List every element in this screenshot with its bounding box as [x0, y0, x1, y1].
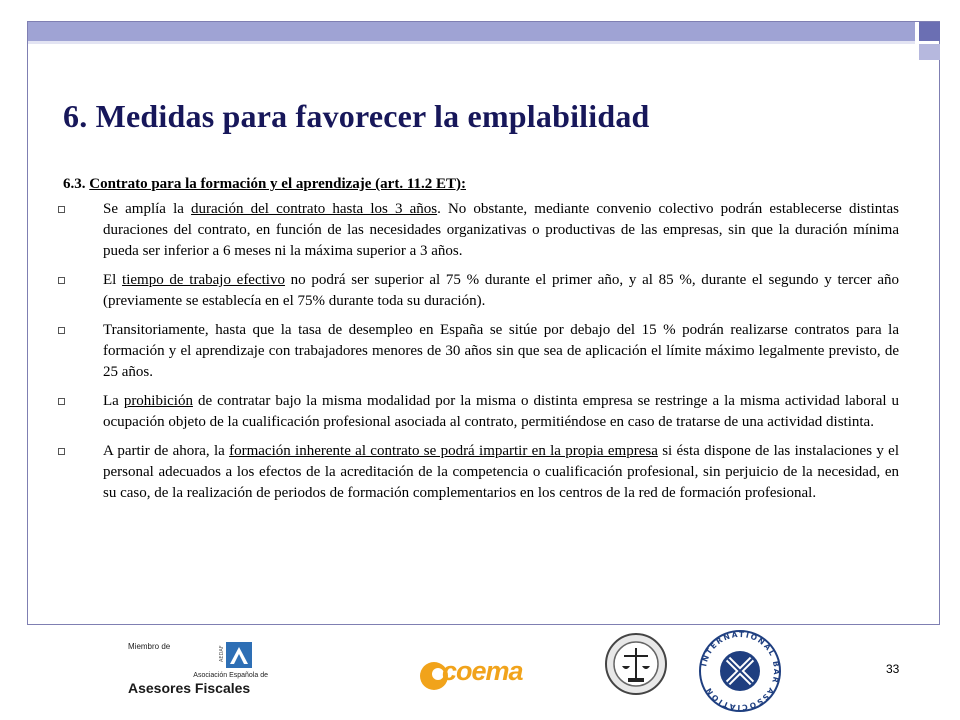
bar-seal-icon — [604, 632, 668, 696]
square-bullet-icon — [58, 277, 65, 284]
coema-logo — [418, 654, 526, 694]
bullet-item: Se amplía la duración del contrato hasta los 3 años. No obstante, mediante convenio colectivo podrán establecerse distintas duraciones del contrato, en función de las necesidades organizativas o productivas de las empresas, sin que la duración mínima pueda ser inferior a 6 meses ni la máxima superior a 3 años. — [56, 199, 899, 262]
bullet-item: La prohibición de contratar bajo la misma modalidad por la misma o distinta empresa se restringe a la misma actividad laboral u ocupación objeto de la cualificación profesional asociada al contrato, permitiéndose en caso de tratarse de una actividad distinta. — [56, 391, 899, 433]
aeaf-logo — [128, 640, 268, 696]
page-number: 33 — [886, 662, 900, 676]
aeaf-mark-icon — [220, 642, 252, 672]
corner-square-light — [919, 44, 940, 60]
member-label: Miembro de — [128, 642, 171, 651]
underlined-phrase: duración del contrato hasta los 3 años — [191, 201, 438, 217]
section-number: 6.3. — [63, 176, 90, 192]
coema-wordmark: coema — [442, 656, 523, 686]
bullet-item: A partir de ahora, la formación inherente al contrato se podrá impartir en la propia empresa si ésta dispone de las instalaciones y el personal adecuados a los efectos de la acreditación de la competencia o cualificación profesional, sin perjuicio de la necesidad, en su caso, de la realización de periodos de formación complementarios en los centros de la red de formación profesional. — [56, 441, 899, 504]
square-bullet-icon — [58, 327, 65, 334]
iba-ring-text: INTERNATIONAL BAR ASSOCIATION — [699, 629, 782, 713]
aeaf-small-text: Asociación Española de — [193, 672, 268, 679]
section-heading: Contrato para la formación y el aprendizaje (art. 11.2 ET): — [89, 176, 467, 192]
aeaf-name: Asesores Fiscales — [128, 680, 251, 696]
square-bullet-icon — [58, 398, 65, 405]
header-stripe — [28, 41, 915, 44]
bullet-list — [56, 199, 899, 512]
header-band — [28, 22, 915, 41]
aeaf-side-text: AEDAF — [219, 645, 225, 662]
iba-logo-icon — [698, 629, 782, 713]
underlined-phrase: tiempo de trabajo efectivo — [122, 272, 285, 288]
square-bullet-icon — [58, 206, 65, 213]
bullet-item: El tiempo de trabajo efectivo no podrá ser superior al 75 % durante el primer año, y al 85 %, durante el segundo y tercer año (previamente se establecía en el 75% durante toda su duración). — [56, 270, 899, 312]
corner-square-dark — [919, 22, 940, 41]
underlined-phrase: formación inherente al contrato se podrá impartir en la propia empresa — [229, 443, 658, 459]
underlined-phrase: prohibición — [123, 393, 193, 409]
section-subtitle — [63, 176, 466, 193]
bullet-item: Transitoriamente, hasta que la tasa de desempleo en España se sitúe por debajo del 15 % podrán realizarse contratos para la formación y el aprendizaje con trabajadores menores de 30 años sin que sea de aplicación el límite máximo legalmente previsto, de 25 años. — [56, 320, 899, 383]
page-title: 6. Medidas para favorecer la emplabilidad — [63, 98, 650, 134]
square-bullet-icon — [58, 448, 65, 455]
